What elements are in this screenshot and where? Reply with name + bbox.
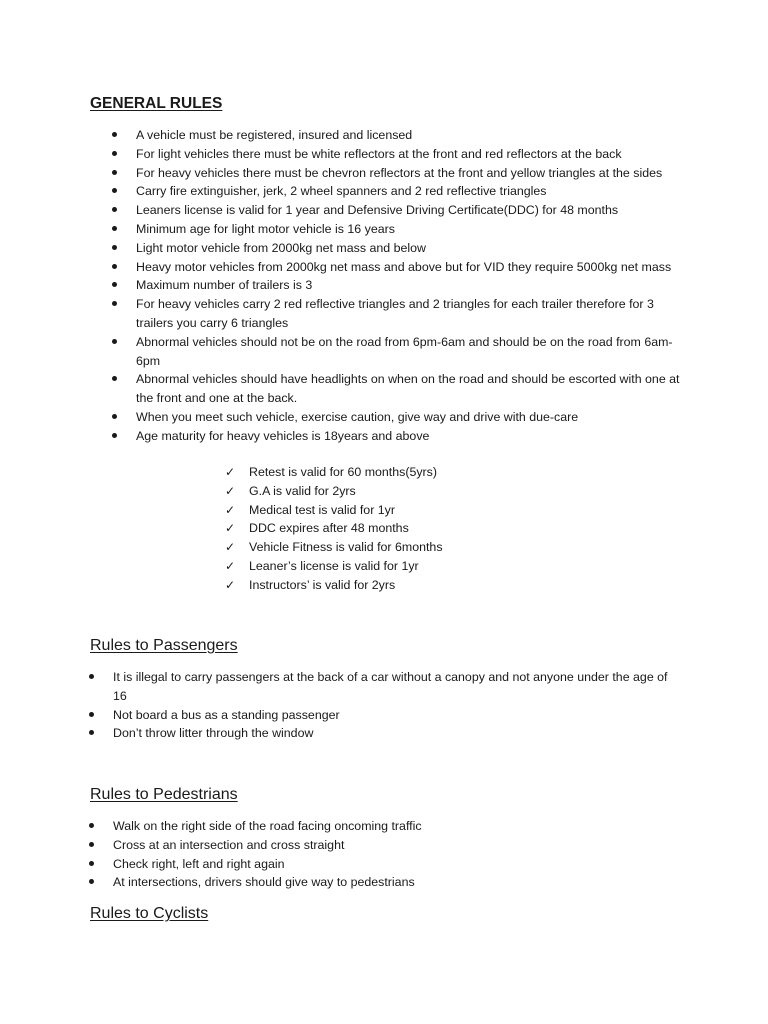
- checklist-item: ✓ Vehicle Fitness is valid for 6months: [249, 538, 609, 557]
- list-item: At intersections, drivers should give way to pedestrians: [113, 873, 673, 892]
- checklist-item: ✓ G.A is valid for 2yrs: [249, 482, 609, 501]
- list-item: Maximum number of trailers is 3: [136, 276, 681, 295]
- checklist-item: ✓ Instructors’ is valid for 2yrs: [249, 576, 609, 595]
- list-item: Cross at an intersection and cross straight: [113, 836, 673, 855]
- list-item: Heavy motor vehicles from 2000kg net mass and above but for VID they require 5000kg net mass: [136, 258, 681, 277]
- list-item: Light motor vehicle from 2000kg net mass and below: [136, 239, 681, 258]
- checklist-item: ✓ Medical test is valid for 1yr: [249, 501, 609, 520]
- list-item: Abnormal vehicles should have headlights on when on the road and should be escorted with one at the front and one at the back.: [136, 370, 681, 408]
- list-item: A vehicle must be registered, insured and licensed: [136, 126, 681, 145]
- list-item: Carry fire extinguisher, jerk, 2 wheel spanners and 2 red reflective triangles: [136, 182, 681, 201]
- checklist-item: ✓ Retest is valid for 60 months(5yrs): [249, 463, 609, 482]
- list-item: It is illegal to carry passengers at the back of a car without a canopy and not anyone under the age of 16: [113, 668, 673, 706]
- general-rules-list: [136, 126, 681, 446]
- list-item: Leaners license is valid for 1 year and Defensive Driving Certificate(DDC) for 48 months: [136, 201, 681, 220]
- list-item: For heavy vehicles carry 2 red reflective triangles and 2 triangles for each trailer therefore for 3 trailers you carry 6 triangles: [136, 295, 681, 333]
- passengers-rules-list: [113, 668, 673, 743]
- list-item: Age maturity for heavy vehicles is 18years and above: [136, 427, 681, 446]
- checklist-item: ✓ Leaner’s license is valid for 1yr: [249, 557, 609, 576]
- passengers-heading: Rules to Passengers: [90, 637, 238, 654]
- list-item: Minimum age for light motor vehicle is 16 years: [136, 220, 681, 239]
- list-item: Check right, left and right again: [113, 855, 673, 874]
- list-item: When you meet such vehicle, exercise caution, give way and drive with due-care: [136, 408, 681, 427]
- list-item: Don’t throw litter through the window: [113, 724, 673, 743]
- list-item: Walk on the right side of the road facing oncoming traffic: [113, 817, 673, 836]
- pedestrians-heading: Rules to Pedestrians: [90, 786, 238, 803]
- list-item: Abnormal vehicles should not be on the road from 6pm-6am and should be on the road from 6am-6pm: [136, 333, 681, 371]
- general-rules-heading: GENERAL RULES: [90, 95, 223, 112]
- list-item: For light vehicles there must be white reflectors at the front and red reflectors at the back: [136, 145, 681, 164]
- list-item: Not board a bus as a standing passenger: [113, 706, 673, 725]
- pedestrians-rules-list: [113, 817, 673, 892]
- validity-checklist: [249, 463, 609, 595]
- list-item: For heavy vehicles there must be chevron reflectors at the front and yellow triangles at the sides: [136, 164, 681, 183]
- cyclists-heading: Rules to Cyclists: [90, 905, 209, 922]
- checklist-item: ✓ DDC expires after 48 months: [249, 519, 609, 538]
